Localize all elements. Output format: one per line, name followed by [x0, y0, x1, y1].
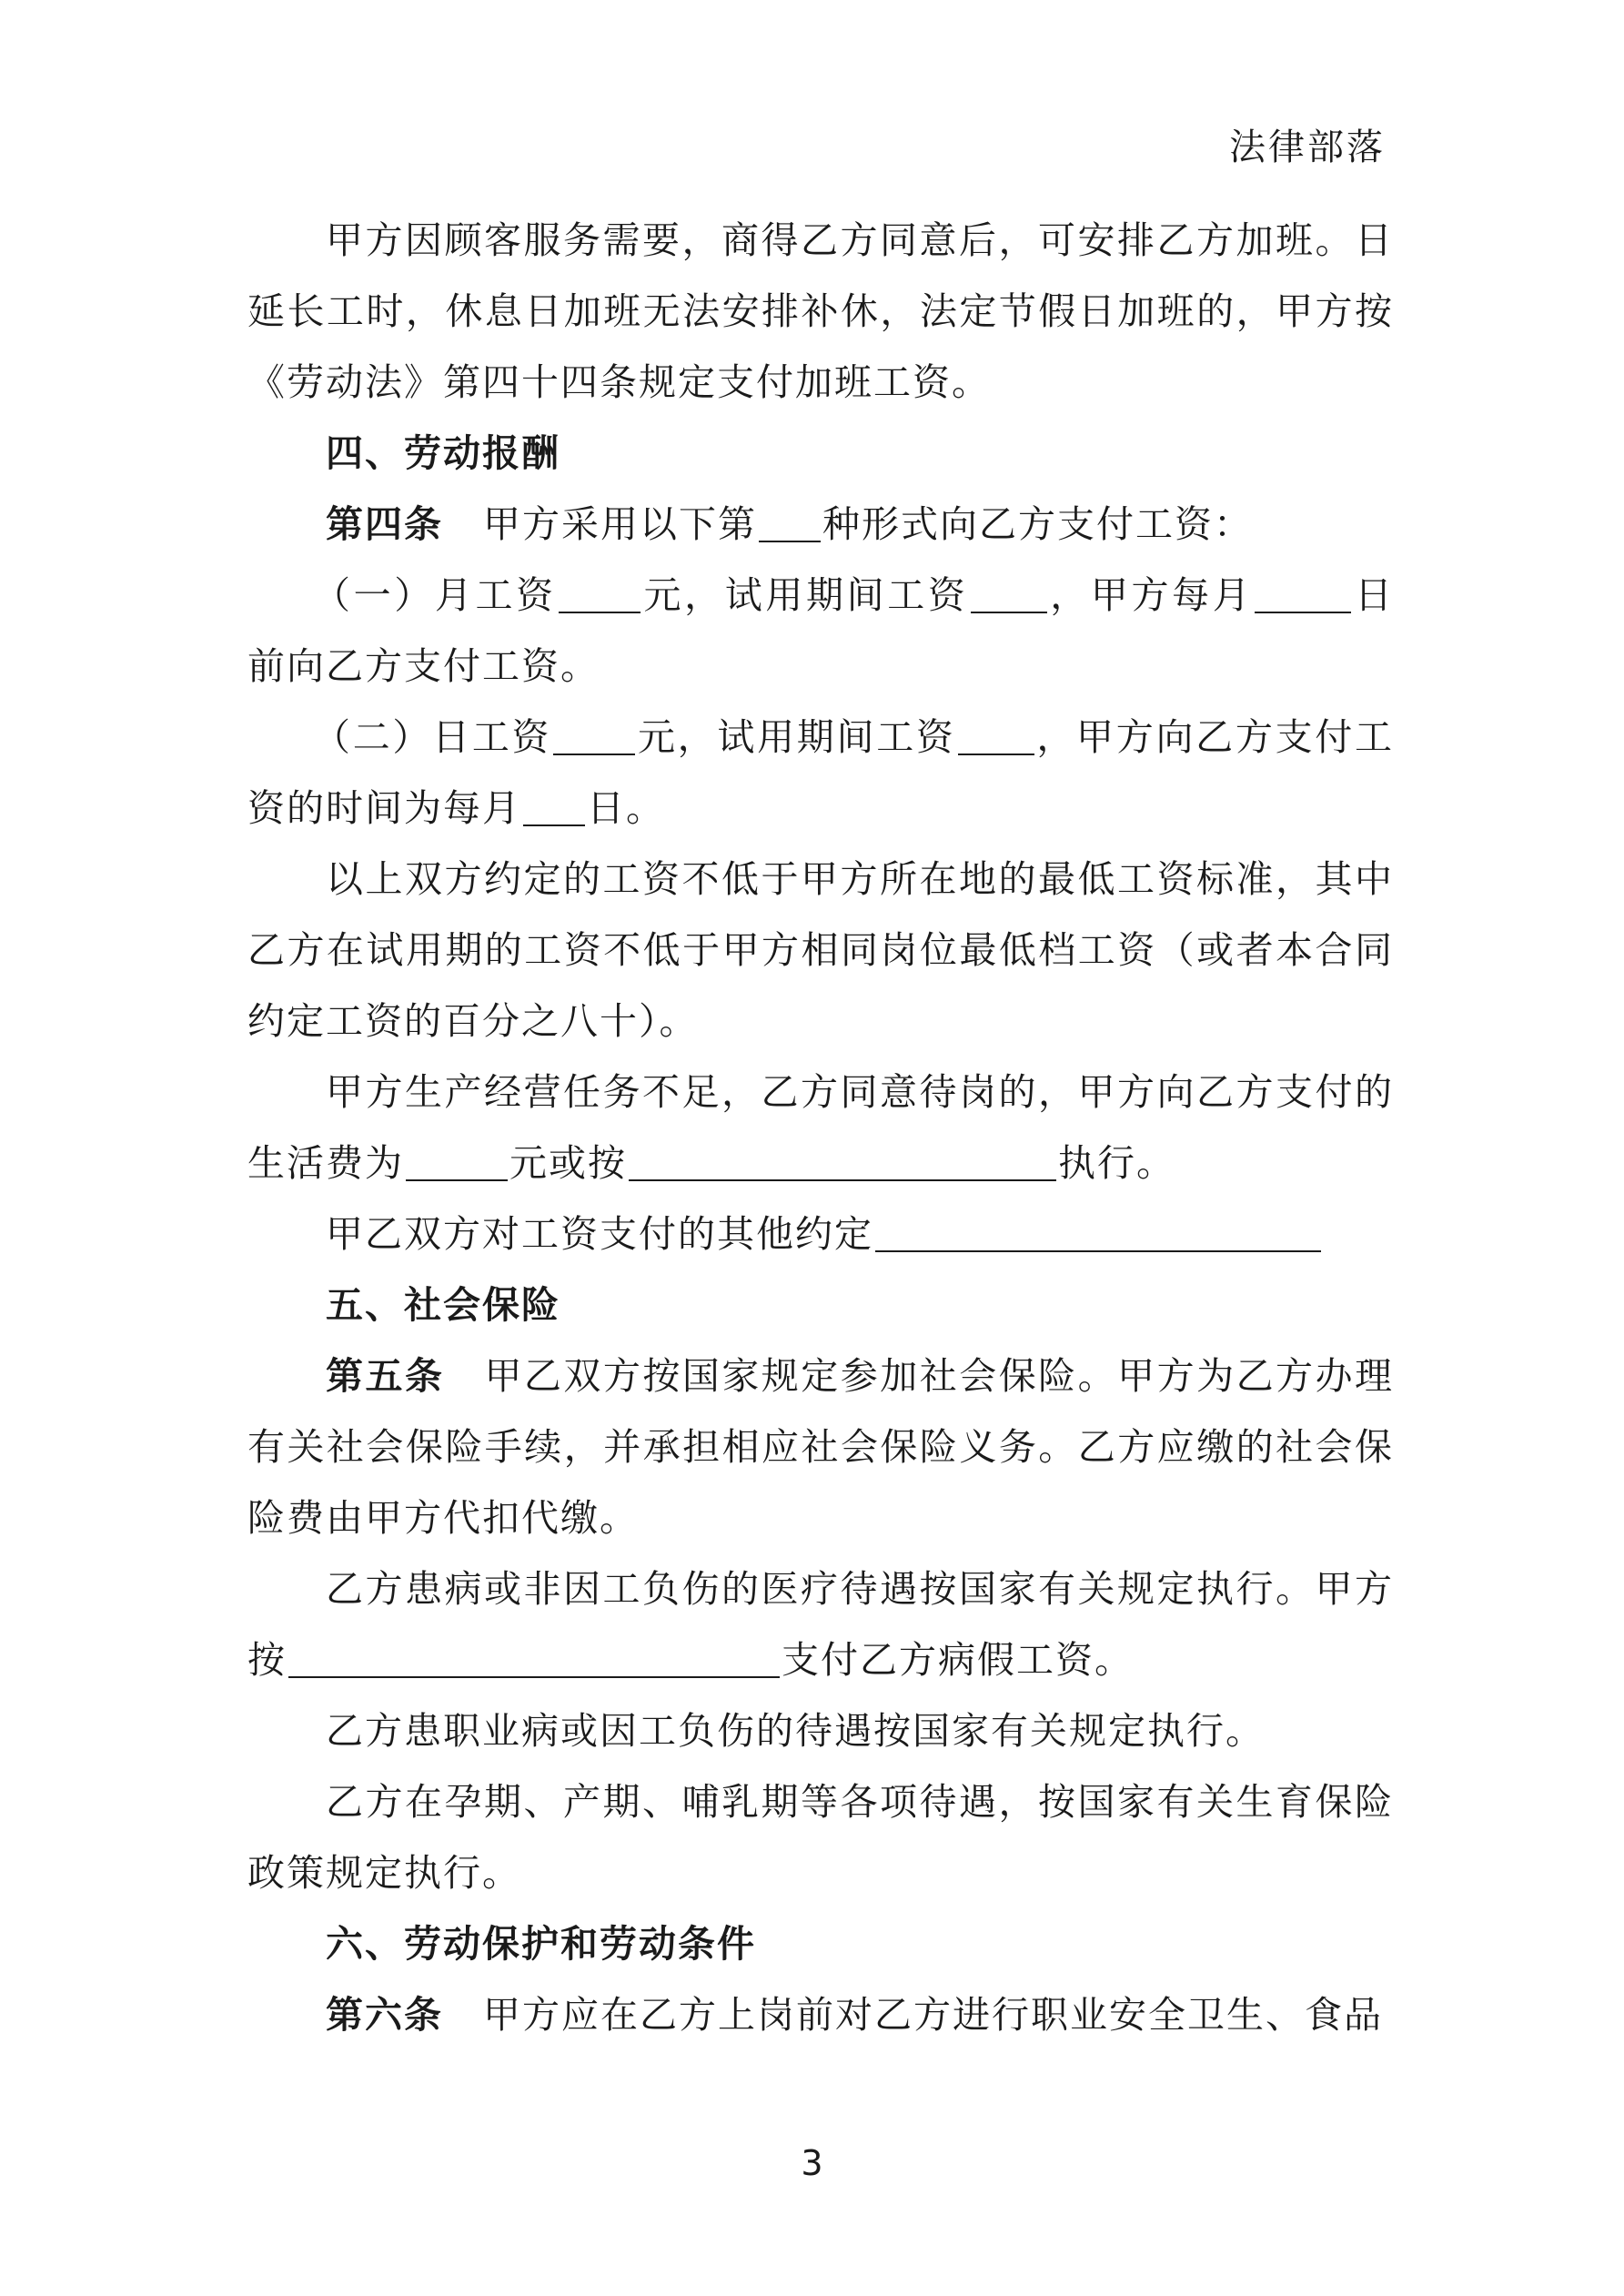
article-5 — [247, 1340, 1394, 1553]
article-text: 甲乙双方按国家规定参加社会保险。甲方为乙方办理有关社会保险手续，并承担相应社会保险义务。乙方应缴的社会保险费由甲方代扣代缴。 — [247, 1354, 1395, 1540]
blank-field — [971, 575, 1047, 613]
blank-field — [406, 1143, 508, 1181]
article-text: 甲方应在乙方上岗前对乙方进行职业安全卫生、食品 — [483, 1993, 1383, 2037]
blank-field — [288, 1640, 780, 1678]
work-injury-paragraph: 乙方患职业病或因工负伤的待遇按国家有关规定执行。 — [326, 1709, 1265, 1753]
daily-wage-item: （二）日工资 元，试用期间工资 ，甲方向乙方支付工资的时间为每月 日。 — [247, 715, 1394, 830]
blank-field — [1255, 575, 1351, 613]
minimum-wage-paragraph: 以上双方约定的工资不低于甲方所在地的最低工资标准，其中乙方在试用期的工资不低于甲方相同岗位最低档工资（或者本合同约定工资的百分之八十）。 — [247, 857, 1394, 1043]
blank-field — [875, 1214, 1321, 1252]
article-text: 种形式向乙方支付工资： — [822, 502, 1253, 546]
article-4 — [247, 489, 1394, 560]
article-label: 第六条 — [326, 1993, 443, 2037]
blank-field — [629, 1143, 1056, 1181]
blank-field — [759, 504, 821, 542]
blank-field — [553, 717, 635, 755]
sick-leave-paragraph: 乙方患病或非因工负伤的医疗待遇按国家有关规定执行。甲方按 支付乙方病假工资。 — [247, 1567, 1394, 1682]
overtime-paragraph: 甲方因顾客服务需要，商得乙方同意后，可安排乙方加班。日延长工时，休息日加班无法安排补休，法定节假日加班的，甲方按《劳动法》第四十四条规定支付加班工资。 — [247, 218, 1394, 404]
page-number: 3 — [801, 2143, 823, 2183]
section-heading-labor-protection: 六、劳动保护和劳动条件 — [326, 1922, 756, 1966]
maternity-paragraph: 乙方在孕期、产期、哺乳期等各项待遇，按国家有关生育保险政策规定执行。 — [247, 1780, 1394, 1895]
blank-field — [958, 717, 1034, 755]
section-heading-social-insurance: 五、社会保险 — [326, 1283, 560, 1327]
article-label: 第五条 — [326, 1354, 445, 1398]
header-label: 法律部落 — [1229, 126, 1386, 168]
article-text: 甲方采用以下第 — [483, 502, 757, 546]
blank-field — [523, 788, 585, 826]
blank-field — [559, 575, 641, 613]
document-body — [247, 205, 1394, 2050]
standby-paragraph: 甲方生产经营任务不足，乙方同意待岗的，甲方向乙方支付的生活费为 元或按 执行。 — [247, 1070, 1394, 1185]
other-agreement-paragraph: 甲乙双方对工资支付的其他约定 — [247, 1199, 1394, 1269]
article-6 — [247, 1979, 1394, 2050]
section-heading-remuneration: 四、劳动报酬 — [326, 431, 560, 475]
monthly-wage-item: （一）月工资 元，试用期间工资 ，甲方每月 日前向乙方支付工资。 — [247, 573, 1395, 688]
article-label: 第四条 — [326, 502, 443, 546]
